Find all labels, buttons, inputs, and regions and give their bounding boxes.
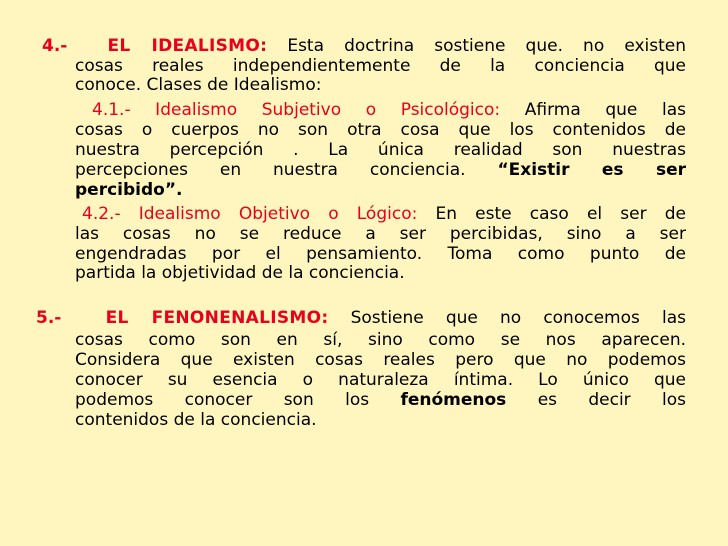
- sub1-line2: cosas o cuerpos no son otra cosa que los contenidos de: [75, 120, 686, 140]
- section5-text5a: podemos conocer son los: [75, 390, 370, 410]
- sub2-heading: 4.2.- Idealismo Objetivo o Lógico:: [82, 204, 418, 224]
- section5-line4: conocer su esencia o naturaleza íntima. Lo único que: [75, 370, 686, 390]
- sub1-quote-a: “Existir es ser: [497, 160, 686, 180]
- section5-text1: Sostiene que no conocemos las: [350, 308, 686, 328]
- section4-line2: cosas reales independientemente de la conciencia que: [75, 56, 686, 76]
- sub1-line3: nuestra percepción . La única realidad son nuestras: [75, 140, 686, 160]
- sub1-quote-b: percibido”.: [75, 180, 183, 200]
- section5-line5: [75, 390, 686, 410]
- section4-heading: EL IDEALISMO:: [107, 36, 268, 56]
- sub1-line4: [75, 160, 686, 180]
- sub1-text4: percepciones en nuestra conciencia.: [75, 160, 466, 180]
- sub2-line1: [82, 204, 686, 224]
- sub2-line3: engendradas por el pensamiento. Toma como punto de: [75, 244, 686, 264]
- sub1-line1: [92, 100, 686, 120]
- section5-text5c: es decir los: [537, 390, 687, 410]
- section4-line1: [42, 36, 686, 56]
- section5-line3: Considera que existen cosas reales pero que no podemos: [75, 350, 686, 370]
- section5-line1: [36, 308, 686, 328]
- section5-line6: contenidos de la conciencia.: [75, 410, 317, 430]
- section5-line2: cosas como son en sí, sino como se nos aparecen.: [75, 330, 686, 350]
- sub1-heading: 4.1.- Idealismo Subjetivo o Psicológico:: [92, 100, 501, 120]
- section5-number: 5.-: [36, 308, 62, 328]
- sub1-text1: Afirma que las: [524, 100, 686, 120]
- section4-number: 4.-: [42, 36, 68, 56]
- section5-heading: EL FENONENALISMO:: [105, 308, 329, 328]
- section4-text1: Esta doctrina sostiene que. no existen: [287, 36, 687, 56]
- sub2-text1: En este caso el ser de: [435, 204, 687, 224]
- sub2-line4: partida la objetividad de la conciencia.: [75, 263, 405, 283]
- section4-line3: conoce. Clases de Idealismo:: [75, 75, 322, 95]
- sub2-line2: las cosas no se reduce a ser percibidas, sino a ser: [75, 224, 686, 244]
- section5-fenomenos: fenómenos: [400, 390, 507, 410]
